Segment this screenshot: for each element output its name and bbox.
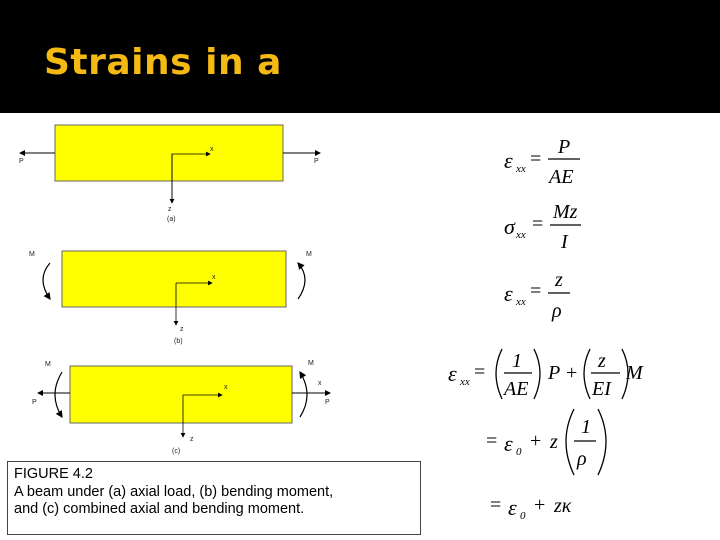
label-p-right-c: P xyxy=(325,399,330,406)
label-b: (b) xyxy=(174,338,183,345)
eq5-paren-left xyxy=(566,409,574,475)
label-z-b: z xyxy=(180,326,184,333)
label-m-left-b: M xyxy=(29,251,35,258)
label-m-right-c: M xyxy=(308,360,314,367)
moment-arrow-right-b xyxy=(298,263,305,299)
eq6-plus: + xyxy=(534,494,546,516)
eq6-eq: = xyxy=(490,494,502,516)
eq5-z: z xyxy=(550,431,558,453)
caption-line-3: and (c) combined axial and bending moment. xyxy=(14,501,305,517)
equation-bending-strain xyxy=(504,269,570,322)
beam-b xyxy=(62,251,286,307)
label-p-right-a: P xyxy=(314,158,319,165)
eq5-eps: ε xyxy=(504,431,513,456)
slide-title: Strains in a xyxy=(44,42,282,83)
caption-line-2: A beam under (a) axial load, (b) bending moment, xyxy=(14,483,334,500)
eq4-f1-num: 1 xyxy=(512,350,522,372)
eq5-eq: = xyxy=(486,430,498,452)
label-a: (a) xyxy=(167,216,176,223)
eq5-num: 1 xyxy=(581,416,591,438)
beam-figure xyxy=(0,113,430,458)
eq6-zk: zκ xyxy=(554,495,572,517)
eq2-sub: xx xyxy=(516,229,526,241)
eq5-plus: + xyxy=(530,430,542,452)
eq6-eps: ε xyxy=(508,495,517,520)
figure-caption xyxy=(7,461,421,535)
equations-panel xyxy=(430,113,720,540)
eq1-sub: xx xyxy=(516,163,526,175)
equation-combined-strain xyxy=(448,349,644,400)
label-z-a: z xyxy=(168,206,172,213)
eq1-num: P xyxy=(558,136,571,158)
eq4-f2-num: z xyxy=(598,350,606,372)
eq2-den: I xyxy=(561,231,568,253)
moment-arrow-left-c xyxy=(55,372,62,417)
eq4-m: M xyxy=(626,362,643,384)
eq2-eq: = xyxy=(532,213,544,235)
eq4-sub: xx xyxy=(460,376,470,388)
eq4-paren-left-1 xyxy=(496,349,502,399)
label-m-left-c: M xyxy=(45,361,51,368)
eq4-f2-den: EI xyxy=(592,378,611,400)
caption-line-1: FIGURE 4.2 xyxy=(14,466,93,482)
label-c: (c) xyxy=(172,448,181,455)
eq2-lhs: σ xyxy=(504,214,515,239)
beam-c xyxy=(70,366,292,423)
beam-c-group xyxy=(32,360,330,455)
eq4-paren-right-1 xyxy=(534,349,540,399)
beam-a xyxy=(55,125,283,181)
label-x-c: x xyxy=(224,384,228,391)
eq4-f1-den: AE xyxy=(504,378,529,400)
eq3-eq: = xyxy=(530,280,542,302)
moment-arrow-left-b xyxy=(43,263,50,299)
label-m-right-b: M xyxy=(306,251,312,258)
eq4-plus: + xyxy=(566,362,578,384)
eq5-den: ρ xyxy=(577,448,587,470)
label-x-right-c: x xyxy=(318,380,322,387)
equation-axial-strain xyxy=(504,136,580,188)
label-x-b: x xyxy=(212,274,216,281)
eq3-num: z xyxy=(555,269,563,291)
eq1-lhs: ε xyxy=(504,148,513,173)
eq5-paren-right xyxy=(598,409,606,475)
eq1-eq: = xyxy=(530,148,542,170)
beam-a-group xyxy=(19,125,320,223)
eq5-sub: 0 xyxy=(516,446,522,458)
eq6-sub: 0 xyxy=(520,510,526,522)
moment-arrow-right-c xyxy=(300,372,307,417)
eq2-num: Mz xyxy=(553,201,578,223)
eq4-p: P xyxy=(548,362,561,384)
label-x-a: x xyxy=(210,146,214,153)
label-p-left-a: P xyxy=(19,158,24,165)
eq3-lhs: ε xyxy=(504,281,513,306)
eq4-lhs: ε xyxy=(448,361,457,386)
equation-strain-curvature-form xyxy=(486,409,606,475)
equation-bending-stress xyxy=(504,201,581,253)
eq3-den: ρ xyxy=(552,300,562,322)
beam-b-group xyxy=(29,251,312,345)
label-z-c: z xyxy=(190,436,194,443)
label-p-left-c: P xyxy=(32,399,37,406)
equation-curvature-kappa xyxy=(490,494,572,522)
eq1-den: AE xyxy=(549,166,574,188)
eq3-sub: xx xyxy=(516,296,526,308)
eq4-eq: = xyxy=(474,361,486,383)
eq4-paren-left-2 xyxy=(584,349,590,399)
